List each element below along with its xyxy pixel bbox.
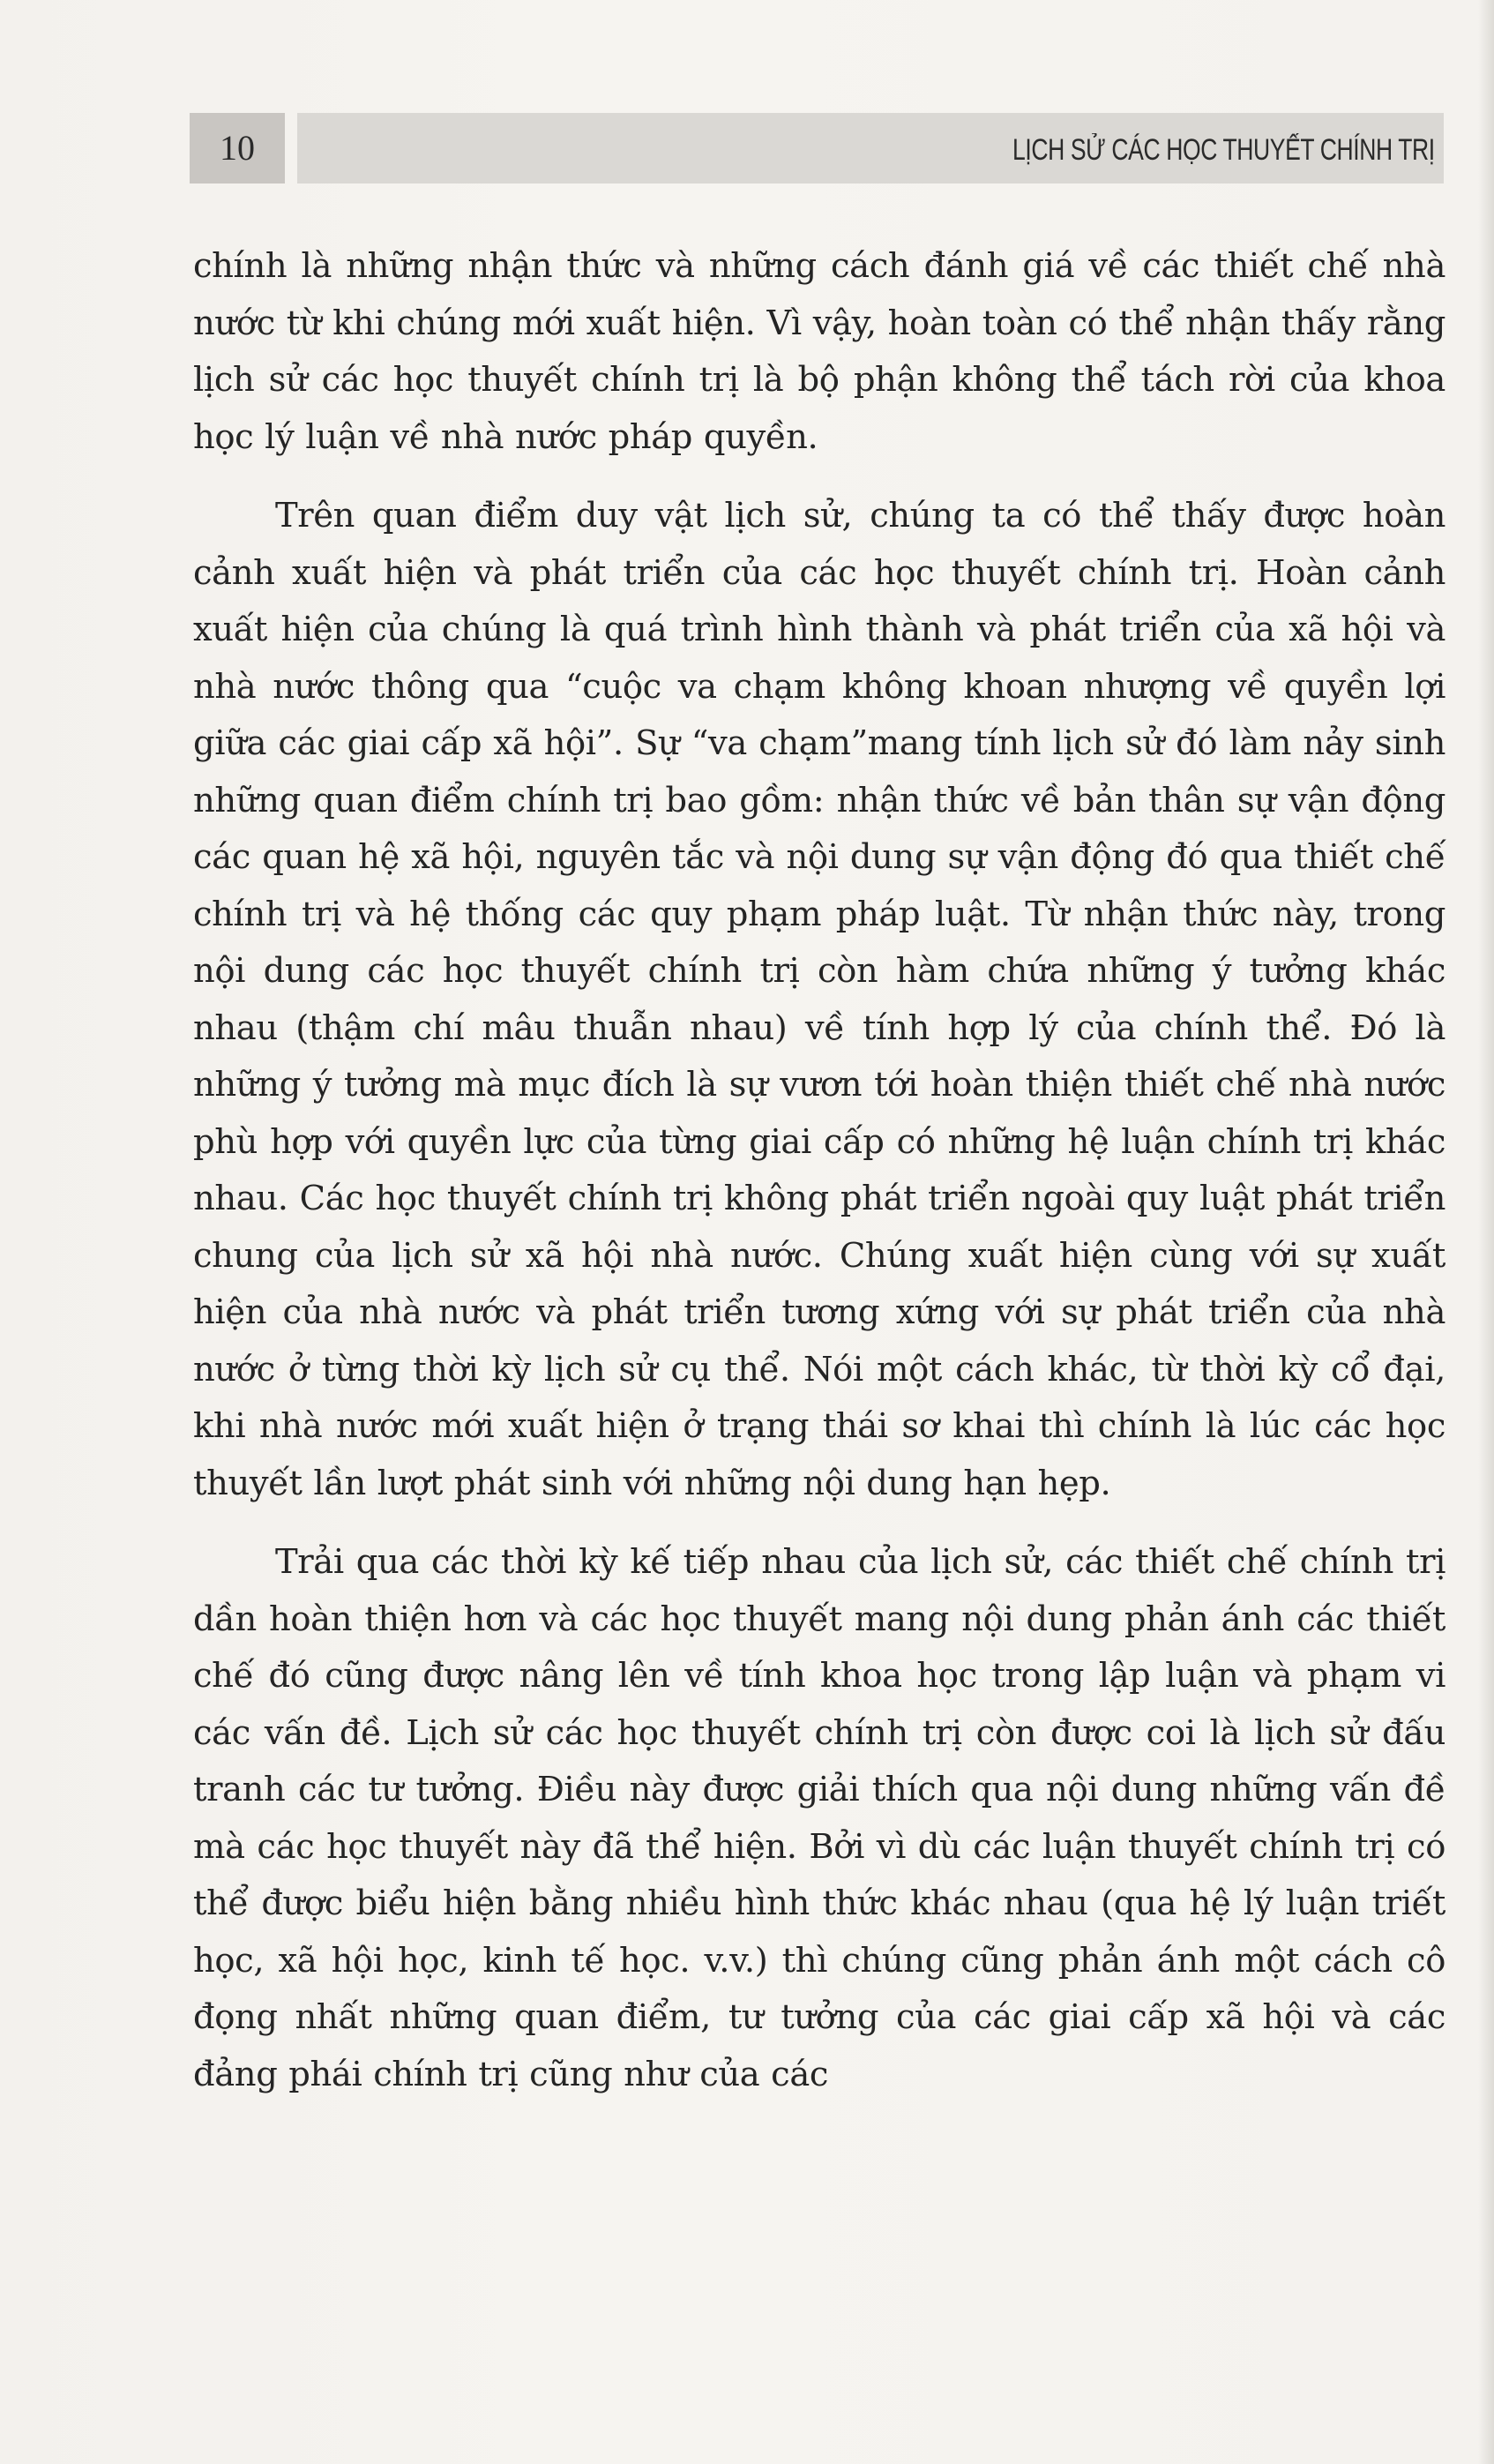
paragraph-1: chính là những nhận thức và những cách đánh giá về các thiết chế nhà nước từ khi chúng mới xuất hiện. Vì vậy, hoàn toàn có thể nhận thấy rằng lịch sử các học thuyết chính trị là bộ phận không thể tách rời của khoa học lý luận về nhà nước pháp quyền.	[193, 246, 1445, 457]
page-header	[190, 113, 1444, 183]
paragraph-2: Trên quan điểm duy vật lịch sử, chúng ta có thể thấy được hoàn cảnh xuất hiện và phát triển của các học thuyết chính trị. Hoàn cảnh xuất hiện của chúng là quá trình hình thành và phát triển của xã hội và nhà nước thông qua “cuộc va chạm không khoan nhượng về quyền lợi giữa các giai cấp xã hội”. Sự “va chạm”mang tính lịch sử đó làm nảy sinh những quan điểm chính trị bao gồm: nhận thức về bản thân sự vận động các quan hệ xã hội, nguyên tắc và nội dung sự vận động đó qua thiết chế chính trị và hệ thống các quy phạm pháp luật. Từ nhận thức này, trong nội dung các học thuyết chính trị còn hàm chứa những ý tưởng khác nhau (thậm chí mâu thuẫn nhau) về tính hợp lý của chính thể. Đó là những ý tưởng mà mục đích là sự vươn tới hoàn thiện thiết chế nhà nước phù hợp với quyền lực của từng giai cấp có những hệ luận chính trị khác nhau. Các học thuyết chính trị không phát triển ngoài quy luật phát triển chung của lịch sử xã hội nhà nước. Chúng xuất hiện cùng với sự xuất hiện của nhà nước và phát triển tương xứng với sự phát triển của nhà nước ở từng thời kỳ lịch sử cụ thể. Nói một cách khác, từ thời kỳ cổ đại, khi nhà nước mới xuất hiện ở trạng thái sơ khai thì chính là lúc các học thuyết lần lượt phát sinh với những nội dung hạn hẹp.	[193, 496, 1445, 1503]
paragraph-3: Trải qua các thời kỳ kế tiếp nhau của lịch sử, các thiết chế chính trị dần hoàn thiện hơn và các học thuyết mang nội dung phản ánh các thiết chế đó cũng được nâng lên về tính khoa học trong lập luận và phạm vi các vấn đề. Lịch sử các học thuyết chính trị còn được coi là lịch sử đấu tranh các tư tưởng. Điều này được giải thích qua nội dung những vấn đề mà các học thuyết này đã thể hiện. Bởi vì dù các luận thuyết chính trị có thể được biểu hiện bằng nhiều hình thức khác nhau (qua hệ lý luận triết học, xã hội học, kinh tế học. v.v.) thì chúng cũng phản ánh một cách cô đọng nhất những quan điểm, tư tưởng của các giai cấp xã hội và các đảng phái chính trị cũng như của các	[193, 1542, 1445, 2094]
running-title: LỊCH SỬ CÁC HỌC THUYẾT CHÍNH TRỊ	[1012, 133, 1435, 167]
page-number: 10	[220, 128, 255, 168]
page-edge-shadow	[1478, 0, 1494, 2464]
body-text	[193, 238, 1445, 2103]
